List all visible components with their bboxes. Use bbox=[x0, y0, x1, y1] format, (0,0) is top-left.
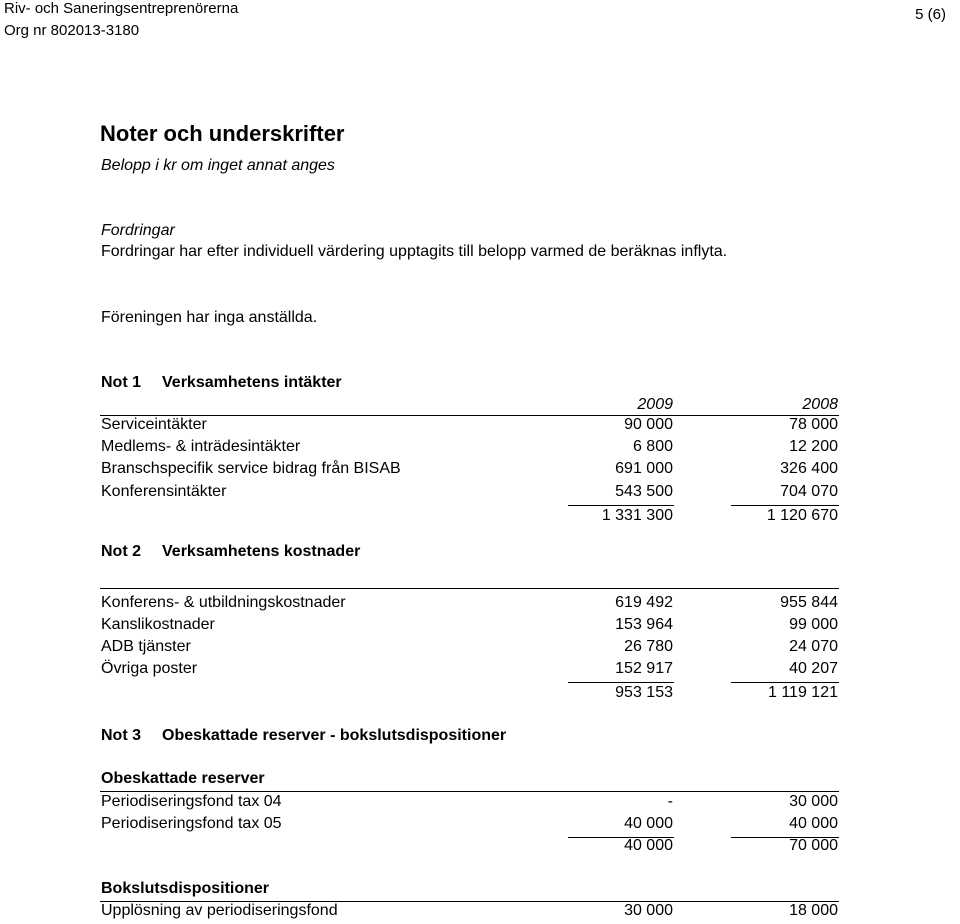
not3-total-row: 40 000 70 000 bbox=[624, 837, 838, 854]
personal-text: Föreningen har inga anställda. bbox=[101, 309, 318, 326]
total-line bbox=[731, 682, 839, 683]
not3-section2-heading-row bbox=[0, 880, 960, 902]
org-number: Org nr 802013-3180 bbox=[4, 22, 140, 39]
not1-number: Not 1 bbox=[101, 374, 141, 391]
table-row: Periodiseringsfond tax 04 - 30 000 bbox=[101, 793, 838, 810]
table-row: Upplösning av periodiseringsfond 30 000 18 000 bbox=[101, 902, 838, 919]
not3-separator bbox=[100, 791, 839, 792]
not3-section1-heading-row bbox=[0, 770, 960, 792]
total-line bbox=[568, 505, 674, 506]
year-2008: 2008 bbox=[802, 396, 838, 413]
not2-title: Verksamhetens kostnader bbox=[162, 543, 361, 560]
table-row: Konferensintäkter 543 500 704 070 bbox=[101, 483, 838, 500]
not1-total-row: 1 331 300 1 120 670 bbox=[601, 507, 838, 524]
table-row: Periodiseringsfond tax 05 40 000 40 000 bbox=[101, 815, 838, 832]
total-line bbox=[731, 505, 839, 506]
table-row: Konferens- & utbildningskostnader 619 492 955 844 bbox=[101, 594, 838, 611]
year-2009: 2009 bbox=[637, 396, 673, 413]
fordringar-heading: Fordringar bbox=[101, 222, 175, 239]
total-line bbox=[568, 682, 674, 683]
table-row: ADB tjänster 26 780 24 070 bbox=[101, 638, 838, 655]
not2-total-row: 953 153 1 119 121 bbox=[615, 684, 838, 701]
not1-title: Verksamhetens intäkter bbox=[162, 374, 342, 391]
page-number: 5 (6) bbox=[915, 6, 946, 23]
not2-separator bbox=[100, 588, 839, 589]
table-row: Medlems- & inträdesintäkter 6 800 12 200 bbox=[101, 438, 838, 455]
not2-number: Not 2 bbox=[101, 543, 141, 560]
page-title: Noter och underskrifter bbox=[100, 121, 345, 146]
table-row: Övriga poster 152 917 40 207 bbox=[101, 660, 838, 677]
org-name: Riv- och Saneringsentreprenörerna bbox=[4, 0, 239, 17]
section-heading: Bokslutsdispositioner bbox=[101, 880, 270, 897]
not3-title: Obeskattade reserver - bokslutsdispositioner bbox=[162, 727, 507, 744]
table-row: Serviceintäkter 90 000 78 000 bbox=[101, 416, 838, 433]
page-subtitle: Belopp i kr om inget annat anges bbox=[101, 157, 335, 174]
table-row: Kanslikostnader 153 964 99 000 bbox=[101, 616, 838, 633]
not3-number: Not 3 bbox=[101, 727, 141, 744]
section-heading: Obeskattade reserver bbox=[101, 770, 265, 787]
fordringar-text: Fordringar har efter individuell värdering upptagits till belopp varmed de beräknas inflyta. bbox=[101, 243, 728, 260]
table-row: Branschspecifik service bidrag från BISAB 691 000 326 400 bbox=[101, 460, 838, 477]
